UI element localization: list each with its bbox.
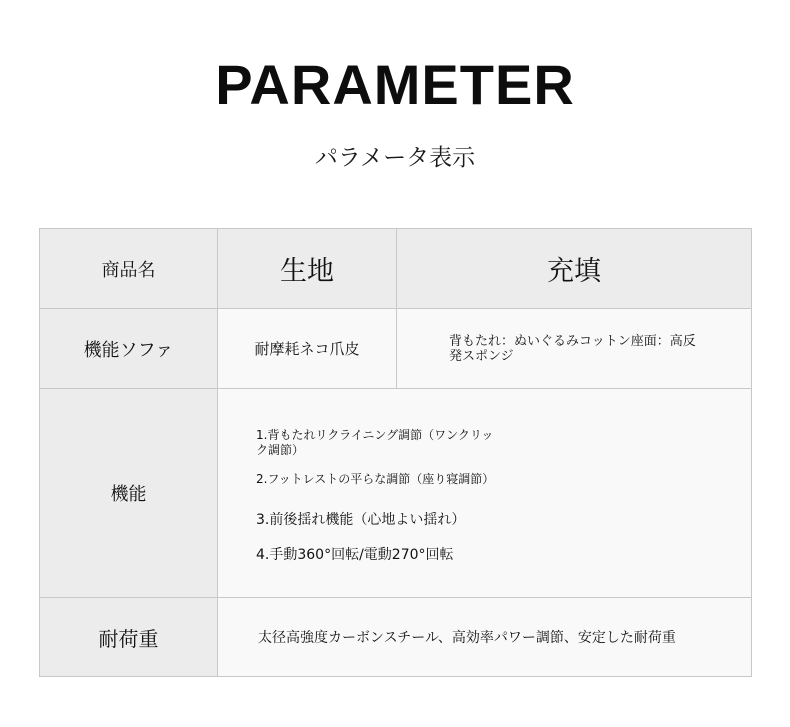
filling-line-1: 背もたれ：ぬいぐるみコットン座面：高反: [449, 333, 696, 349]
feature-item: 2.フットレストの平らな調節（座り寝調節）: [256, 472, 495, 486]
fabric-value: 耐摩耗ネコ爪皮: [218, 309, 397, 389]
header-product-name: 商品名: [40, 229, 218, 309]
feature-item: 4.手動360°回転/電動270°回転: [256, 547, 454, 563]
function-features: [218, 389, 751, 598]
feature-item: 1.背もたれリクライニング調節（ワンクリッ ク調節）: [256, 428, 494, 457]
filling-line-2: 発スポンジ: [449, 348, 514, 364]
parameter-table: [39, 228, 752, 677]
row-function-label: 機能: [40, 389, 218, 598]
header-fabric: 生地: [218, 229, 397, 309]
row-load-label: 耐荷重: [40, 598, 218, 676]
header-filling: 充填: [397, 229, 751, 309]
load-value: 太径高強度カーボンスチール、高効率パワー調節、安定した耐荷重: [218, 598, 751, 676]
page-title: PARAMETER: [215, 53, 575, 116]
row-product-label: 機能ソファ: [40, 309, 218, 389]
feature-item: 3.前後揺れ機能（心地よい揺れ）: [256, 512, 466, 528]
page-subtitle: パラメータ表示: [314, 145, 476, 171]
filling-value: [397, 309, 751, 389]
